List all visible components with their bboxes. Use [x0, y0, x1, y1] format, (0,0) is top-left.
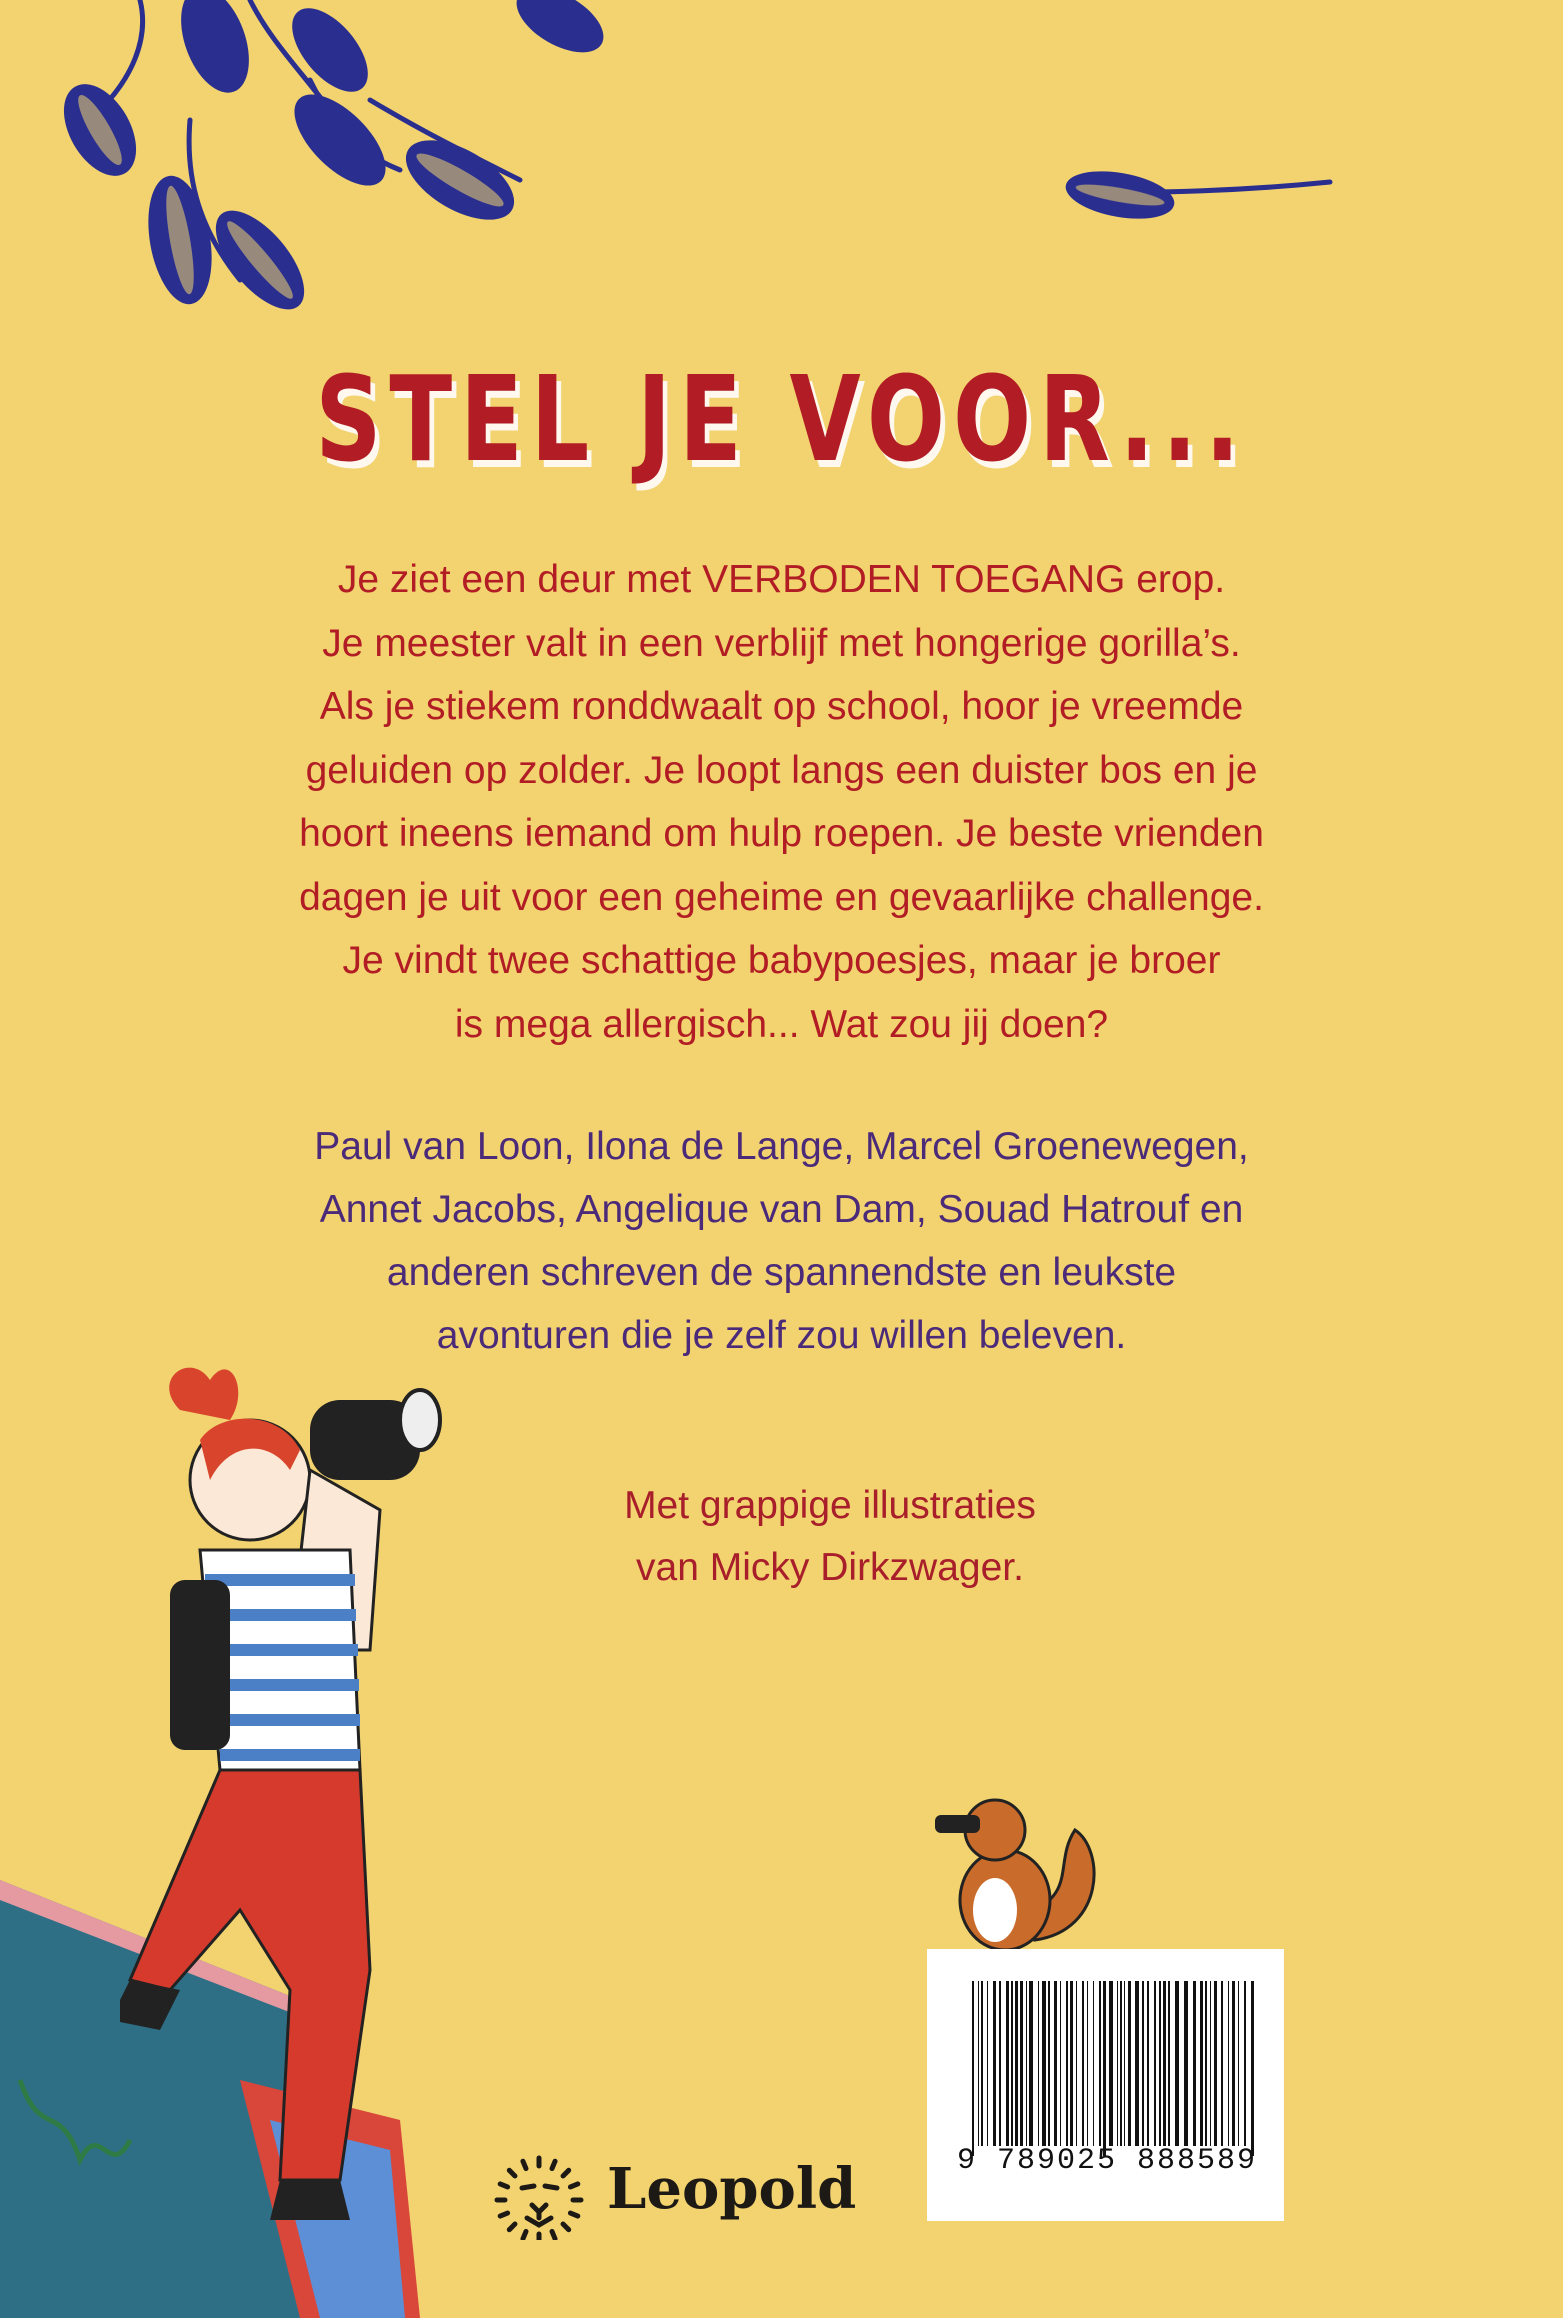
blurb-line: Als je stiekem ronddwaalt op school, hoor je vreemde: [319, 685, 1244, 728]
credit-line: Met grappige illustraties: [624, 1484, 1036, 1527]
authors-line: Paul van Loon, Ilona de Lange, Marcel Groenewegen,: [314, 1125, 1249, 1168]
blurb-line: hoort ineens iemand om hulp roepen. Je beste vrienden: [299, 812, 1264, 855]
isbn-number: 9 789025 888589: [956, 2144, 1258, 2178]
authors-line: avonturen die je zelf zou willen beleven.: [436, 1314, 1127, 1357]
blurb-line: Je vindt twee schattige babypoesjes, maar je broer: [342, 939, 1221, 982]
blurb-line: is mega allergisch... Wat zou jij doen?: [454, 1002, 1109, 1046]
lion-logo-icon: [492, 2150, 587, 2240]
blurb-line: Je ziet een deur met VERBODEN TOEGANG erop.: [337, 558, 1226, 601]
blurb-text: [200, 548, 1363, 1056]
authors-line: Annet Jacobs, Angelique van Dam, Souad Hatrouf en: [319, 1188, 1244, 1231]
illustrator-credit: [560, 1475, 1100, 1599]
publisher-name: Leopold: [607, 2156, 857, 2222]
barcode: [927, 1949, 1284, 2221]
publisher-logo: [492, 2150, 857, 2240]
blurb-line: Je meester valt in een verblijf met hongerige gorilla’s.: [322, 621, 1241, 665]
girl-with-binoculars-illustration: [120, 1350, 580, 2230]
leaf-branches-illustration: [0, 0, 1563, 360]
blurb-line: geluiden op zolder. Je loopt langs een duister bos en je: [305, 748, 1258, 792]
authors-text: [200, 1115, 1363, 1367]
blurb-line: dagen je uit voor een geheime en gevaarlijke challenge.: [299, 875, 1264, 919]
credit-line: van Micky Dirkzwager.: [636, 1546, 1024, 1589]
headline: STEL JE VOOR...: [315, 350, 1248, 488]
authors-line: anderen schreven de spannendste en leukste: [386, 1251, 1177, 1294]
squirrel-illustration: [925, 1770, 1105, 1955]
